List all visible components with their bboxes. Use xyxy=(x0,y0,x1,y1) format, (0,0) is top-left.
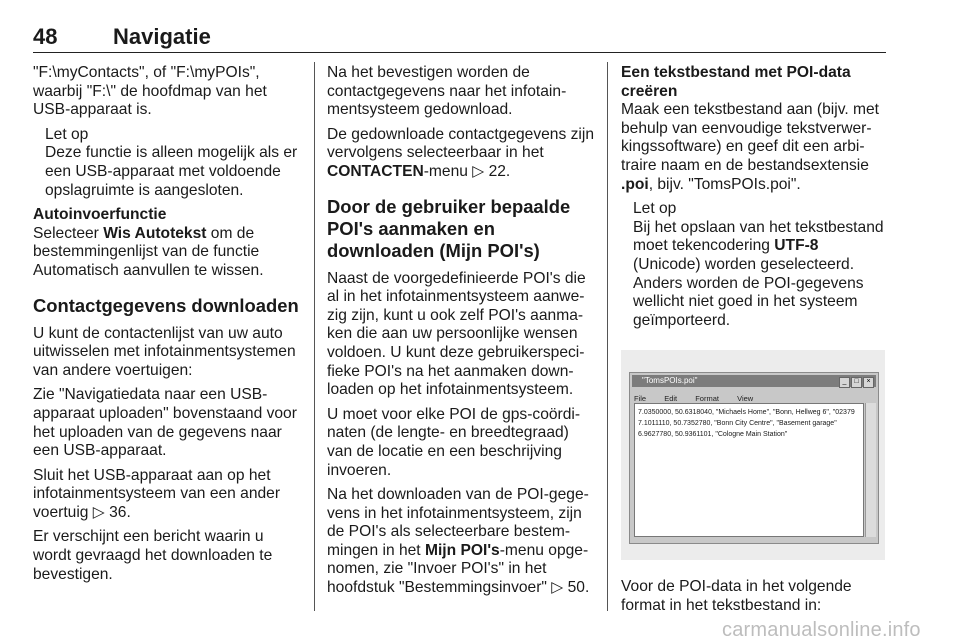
paragraph: Er verschijnt een bericht waarin u wordt gevraagd het downloaden te bevestigen. xyxy=(33,528,273,583)
paragraph: Sluit het USB-apparaat aan op het infotainmentsysteem van een ander voertuig ▷ 36. xyxy=(33,466,281,521)
screenshot-figure xyxy=(621,350,885,560)
window-title: "TomsPOIs.poi" xyxy=(642,376,698,386)
notepad-window xyxy=(629,372,879,544)
note-title: Let op xyxy=(45,125,89,143)
text: Na het downloaden van de POI-gegevens in het infotainmentsysteem, zijn de POI's als selecteerbare bestemmingen in het xyxy=(327,486,589,559)
text: Bij het opslaan van het tekstbestand moet tekencodering xyxy=(633,218,884,255)
section-heading: Contactgegevens downloaden xyxy=(33,294,299,316)
text: , bijv. "TomsPOIs.poi". xyxy=(648,175,801,193)
paragraph: Na het bevestigen worden de contactgegevens naar het infotainmentsysteem gedownload. xyxy=(327,64,567,119)
window-titlebar xyxy=(632,375,876,387)
column-3 xyxy=(621,64,889,622)
window-text-area xyxy=(634,403,864,537)
paragraph: U moet voor elke POI de gps-coördinaten (de lengte- en breedtegraad) van de locatie en een beschrijving invoeren. xyxy=(327,405,581,479)
text: De gedownloade contactgegevens zijn vervolgens selecteerbaar in het xyxy=(327,125,595,162)
column-divider xyxy=(607,62,608,611)
note xyxy=(45,126,305,200)
text: om de bestemmingenlijst van de functie Automatisch aanvullen te wissen. xyxy=(33,224,264,279)
paragraph: "F:\myContacts", of "F:\myPOIs", waarbij "F:\" de hoofdmap van het USB-apparaat is. xyxy=(33,64,267,119)
paragraph: Naast de voorgedefinieerde POI's die al in het infotainmentsysteem aanwezig zijn, kunt u ook zelf POI's aanmaken die aan uw persoonlijke wensen voldoen. U kunt deze gebruikerspecifieke POI's na het aanmaken downloaden op het infotainmentsysteem. xyxy=(327,269,586,399)
text: -menu ▷ 22. xyxy=(423,162,511,180)
paragraph: Voor de POI-data in het volgende format in het tekstbestand in: xyxy=(621,578,852,614)
minimize-icon: _ xyxy=(839,377,850,388)
text: Maak een tekstbestand aan (bijv. met behulp van eenvoudige tekstverwerkingssoftware) en geef dit een arbitraire naam en de bestandsextensie xyxy=(621,101,880,174)
menu-format: Format xyxy=(695,394,719,404)
menu-file: File xyxy=(634,394,647,404)
menu-edit: Edit xyxy=(664,394,678,404)
section-heading: Door de gebruiker bepaalde POI's aanmaken en downloaden (Mijn POI's) xyxy=(327,195,571,261)
poi-line: 6.9627780, 50.9361101, "Cologne Main Station" xyxy=(638,431,788,439)
menu-term: CONTACTEN xyxy=(327,162,424,180)
close-icon: × xyxy=(863,377,874,388)
menu-term: Wis Autotekst xyxy=(103,224,207,242)
note-title: Let op xyxy=(633,200,677,218)
paragraph: Zie "Navigatiedata naar een USB-apparaat uploaden" bovenstaand voor het uploaden van de gegevens naar een USB-apparaat. xyxy=(33,386,297,460)
window-controls xyxy=(838,376,874,388)
subheading: Autoinvoerfunctie xyxy=(33,206,167,224)
watermark: carmanualsonline.info xyxy=(722,619,921,641)
paragraph xyxy=(33,206,305,280)
paragraph xyxy=(327,486,595,598)
scrollbar xyxy=(865,403,876,537)
text: Selecteer xyxy=(33,224,104,242)
paragraph xyxy=(327,126,595,182)
text: (Unicode) worden geselecteerd. Anders worden de POI-gegevens wellicht niet goed in het systeem geïmporteerd. xyxy=(633,255,864,329)
encoding-term: UTF-8 xyxy=(774,237,819,255)
note xyxy=(633,200,889,330)
page-number: 48 xyxy=(33,24,58,49)
note-text: Deze functie is alleen mogelijk als er een USB-apparaat met voldoende opslagruimte is aangesloten. xyxy=(45,144,298,199)
page-header xyxy=(33,22,886,53)
maximize-icon: □ xyxy=(851,377,862,388)
paragraph: U kunt de contactenlijst van uw auto uitwisselen met infotainmentsystemen van andere voertuigen: xyxy=(33,324,296,379)
paragraph xyxy=(621,64,889,194)
menu-term: Mijn POI's xyxy=(424,541,500,559)
text: -menu opgenomen, zie "Invoer POI's" in het hoofdstuk "Bestemmingsinvoer" ▷ 50. xyxy=(327,541,590,597)
column-2 xyxy=(327,64,595,604)
page-title: Navigatie xyxy=(113,24,211,49)
poi-line: 7.0350000, 50.6318040, "Michaels Home", "Bonn, Hellweg 6", "02379 xyxy=(638,409,855,417)
menu-view: View xyxy=(737,394,754,404)
file-extension: .poi xyxy=(621,175,649,193)
column-divider xyxy=(314,62,315,611)
poi-line: 7.1011110, 50.7352780, "Bonn City Centre", "Basement garage" xyxy=(638,420,837,428)
column-1 xyxy=(33,64,305,590)
subheading: Een tekstbestand met POI-data creëren xyxy=(621,64,851,100)
